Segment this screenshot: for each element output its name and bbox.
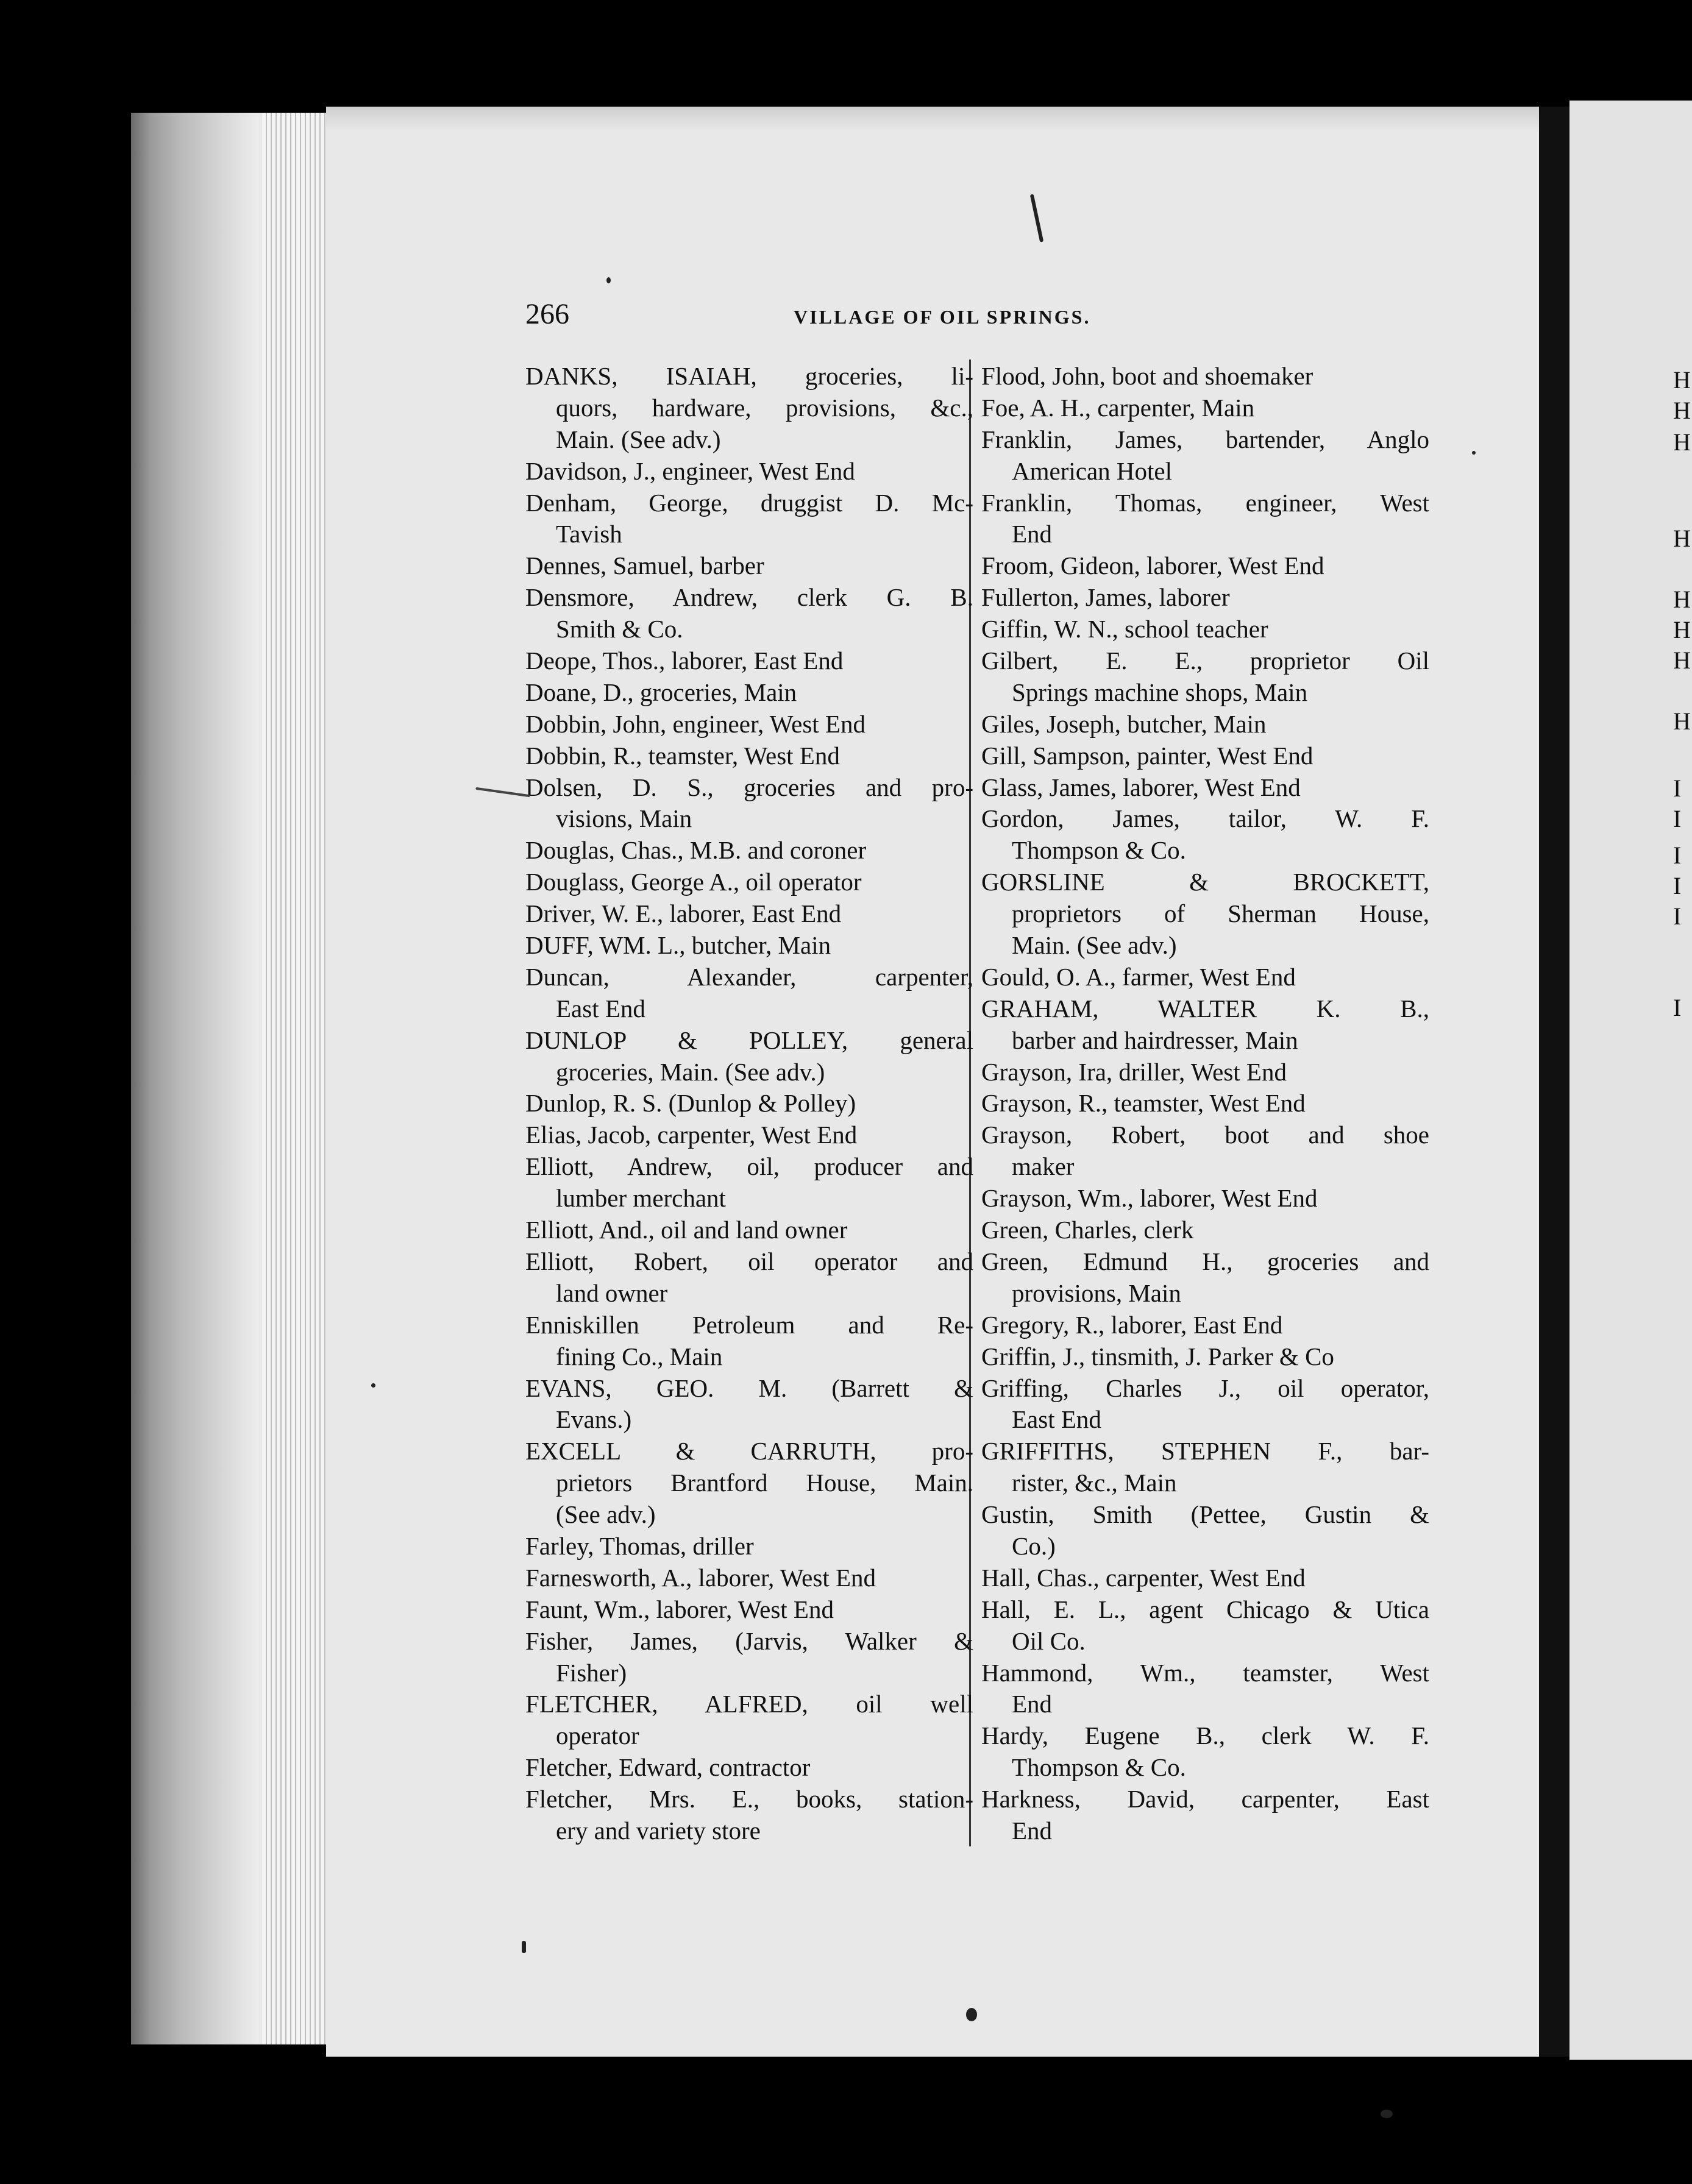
directory-entry-line: provisions, Main [1012, 1278, 1181, 1307]
directory-entry-line: Giles, Joseph, butcher, Main [981, 709, 1267, 738]
left-column [525, 361, 973, 1847]
page-number: 266 [525, 298, 569, 330]
directory-entry-line: GRAHAM, WALTER K. B., [981, 994, 1429, 1023]
directory-entry-line: Grayson, Robert, boot and shoe [981, 1121, 1429, 1149]
facing-page-letter: H [1673, 616, 1691, 644]
directory-entry-line: Co.) [1012, 1531, 1056, 1560]
directory-entry-line: Gill, Sampson, painter, West End [981, 741, 1313, 770]
directory-entry-line: End [1012, 520, 1053, 548]
ink-speck [371, 1383, 375, 1388]
facing-page-letter: I [1673, 775, 1682, 802]
directory-entry-line: Grayson, R., teamster, West End [981, 1089, 1306, 1118]
directory-entry-line: Franklin, Thomas, engineer, West [981, 488, 1429, 517]
directory-entry-line: Fisher) [556, 1658, 627, 1687]
directory-entry-line: quors, hardware, provisions, &c., [556, 393, 973, 422]
directory-entry-line: Dennes, Samuel, barber [525, 551, 764, 580]
directory-entry-line: Grayson, Wm., laborer, West End [981, 1184, 1318, 1213]
facing-page-letter: H [1673, 366, 1691, 394]
ink-speck [1381, 2110, 1393, 2118]
ink-speck [966, 2008, 977, 2021]
directory-entry-line: Doane, D., groceries, Main [525, 678, 797, 706]
facing-page-letter: I [1673, 902, 1682, 930]
directory-entry-line: Fletcher, Mrs. E., books, station- [525, 1785, 973, 1814]
directory-entry-line: Duncan, Alexander, carpenter, [525, 962, 973, 991]
directory-entry-line: Farley, Thomas, driller [525, 1531, 754, 1560]
right-column [981, 361, 1429, 1847]
directory-entry-line: Faunt, Wm., laborer, West End [525, 1595, 834, 1623]
directory-entry-line: GRIFFITHS, STEPHEN F., bar- [981, 1437, 1429, 1466]
directory-entry-line: maker [1012, 1152, 1075, 1181]
directory-entry-line: barber and hairdresser, Main [1012, 1026, 1298, 1054]
directory-entry-line: GORSLINE & BROCKETT, [981, 868, 1429, 896]
directory-entry-line: Gilbert, E. E., proprietor Oil [981, 647, 1429, 675]
directory-entry-line: Froom, Gideon, laborer, West End [981, 551, 1324, 580]
facing-page-edge-letters [1673, 360, 1692, 1152]
directory-entry-line: Fisher, James, (Jarvis, Walker & [525, 1626, 973, 1655]
facing-page-letter: I [1673, 805, 1682, 832]
directory-entry-line: Denham, George, druggist D. Mc- [525, 488, 973, 517]
directory-entry-line: Green, Edmund H., groceries and [981, 1247, 1429, 1275]
ink-speck [522, 1941, 526, 1953]
directory-entry-line: rister, &c., Main [1012, 1469, 1177, 1497]
directory-entry-line: Evans.) [556, 1405, 632, 1434]
directory-entry-line: Farnesworth, A., laborer, West End [525, 1563, 876, 1592]
directory-entry-line: Franklin, James, bartender, Anglo [981, 425, 1429, 453]
directory-entry-line: Main. (See adv.) [556, 425, 721, 453]
directory-entry-line: Foe, A. H., carpenter, Main [981, 393, 1255, 422]
directory-entry-line: Oil Co. [1012, 1626, 1086, 1655]
directory-entry-line: East End [556, 994, 645, 1023]
facing-page-letter: H [1673, 428, 1691, 456]
directory-entry-line: Tavish [556, 520, 622, 548]
directory-entry-line: proprietors of Sherman House, [1012, 899, 1429, 928]
directory-entry-line: Giffin, W. N., school teacher [981, 615, 1268, 644]
directory-entry-line: American Hotel [1012, 456, 1172, 485]
facing-page-letter: I [1673, 842, 1682, 869]
directory-entry-line: End [1012, 1816, 1053, 1845]
directory-entry-line: Glass, James, laborer, West End [981, 773, 1301, 801]
directory-entry-line: Fletcher, Edward, contractor [525, 1753, 811, 1782]
facing-page-letter: H [1673, 586, 1691, 613]
directory-entry-line: Driver, W. E., laborer, East End [525, 899, 842, 928]
facing-page-letter: I [1673, 994, 1682, 1021]
directory-entry-line: Hall, Chas., carpenter, West End [981, 1563, 1306, 1592]
directory-entry-line: Elliott, Andrew, oil, producer and [525, 1152, 973, 1181]
directory-entry-line: DUFF, WM. L., butcher, Main [525, 931, 831, 960]
directory-entry-line: Smith & Co. [556, 615, 683, 644]
directory-entry-line: Douglass, George A., oil operator [525, 868, 862, 896]
directory-entry-line: Dobbin, John, engineer, West End [525, 709, 866, 738]
directory-entry-line: Harkness, David, carpenter, East [981, 1785, 1429, 1814]
running-head [525, 297, 1165, 334]
directory-entry-line: Main. (See adv.) [1012, 931, 1177, 960]
directory-entry-line: East End [1012, 1405, 1101, 1434]
facing-page-letter: H [1673, 647, 1691, 674]
directory-entry-line: fining Co., Main [556, 1342, 723, 1370]
facing-page-letter: H [1673, 397, 1691, 424]
directory-entry-line: Gordon, James, tailor, W. F. [981, 804, 1429, 833]
directory-entry-line: Deope, Thos., laborer, East End [525, 647, 844, 675]
directory-entry-line: Hammond, Wm., teamster, West [981, 1658, 1429, 1687]
directory-entry-line: Grayson, Ira, driller, West End [981, 1057, 1287, 1086]
directory-entry-line: Gustin, Smith (Pettee, Gustin & [981, 1500, 1429, 1529]
facing-page-letter: H [1673, 707, 1691, 735]
directory-entry-line: prietors Brantford House, Main. [556, 1469, 973, 1497]
book-gutter [1539, 107, 1569, 2057]
ink-speck [606, 277, 611, 283]
ink-speck [1472, 451, 1476, 455]
directory-entry-line: Dolsen, D. S., groceries and pro- [525, 773, 973, 801]
directory-entry-line: Thompson & Co. [1012, 836, 1186, 865]
directory-entry-line: Flood, John, boot and shoemaker [981, 362, 1313, 390]
directory-entry-line: Fullerton, James, laborer [981, 583, 1230, 612]
directory-entry-line: land owner [556, 1278, 668, 1307]
directory-entry-line: operator [556, 1721, 639, 1750]
directory-entry-line: lumber merchant [556, 1184, 726, 1213]
directory-entry-line: Enniskillen Petroleum and Re- [525, 1310, 973, 1339]
directory-entry-line: Gregory, R., laborer, East End [981, 1310, 1283, 1339]
page-shadow [326, 107, 1539, 131]
directory-entry-line: Elliott, And., oil and land owner [525, 1216, 848, 1244]
directory-entry-line: Thompson & Co. [1012, 1753, 1186, 1782]
directory-entry-line: visions, Main [556, 804, 692, 833]
directory-entry-line: Griffin, J., tinsmith, J. Parker & Co [981, 1342, 1334, 1370]
directory-entry-line: Densmore, Andrew, clerk G. B. [525, 583, 973, 612]
directory-entry-line: End [1012, 1690, 1053, 1718]
facing-page-letter: I [1673, 872, 1682, 899]
directory-entry-line: Griffing, Charles J., oil operator, [981, 1374, 1429, 1402]
page-stack [262, 113, 326, 2044]
facing-page-letter: H [1673, 525, 1691, 552]
directory-entry-line: Springs machine shops, Main [1012, 678, 1308, 706]
running-title: VILLAGE OF OIL SPRINGS. [794, 306, 1091, 328]
directory-entry-line: Hardy, Eugene B., clerk W. F. [981, 1721, 1429, 1750]
directory-entry-line: ery and variety store [556, 1816, 761, 1845]
directory-entry-line: Davidson, J., engineer, West End [525, 456, 855, 485]
directory-entry-line: DANKS, ISAIAH, groceries, li- [525, 362, 973, 390]
directory-entry-line: groceries, Main. (See adv.) [556, 1057, 825, 1086]
directory-entry-line: Elias, Jacob, carpenter, West End [525, 1121, 858, 1149]
directory-entry-line: (See adv.) [556, 1500, 656, 1529]
directory-entry-line: Douglas, Chas., M.B. and coroner [525, 836, 867, 865]
directory-entry-line: FLETCHER, ALFRED, oil well [525, 1690, 973, 1718]
directory-entry-line: DUNLOP & POLLEY, general [525, 1026, 973, 1054]
directory-entry-line: Gould, O. A., farmer, West End [981, 962, 1296, 991]
directory-entry-line: Dobbin, R., teamster, West End [525, 741, 840, 770]
directory-entry-line: Hall, E. L., agent Chicago & Utica [981, 1595, 1429, 1623]
directory-entry-line: Dunlop, R. S. (Dunlop & Polley) [525, 1089, 856, 1118]
directory-entry-line: Green, Charles, clerk [981, 1216, 1194, 1244]
directory-entry-line: Elliott, Robert, oil operator and [525, 1247, 973, 1275]
directory-entry-line: EVANS, GEO. M. (Barrett & [525, 1374, 973, 1402]
directory-entry-line: EXCELL & CARRUTH, pro- [525, 1437, 973, 1466]
